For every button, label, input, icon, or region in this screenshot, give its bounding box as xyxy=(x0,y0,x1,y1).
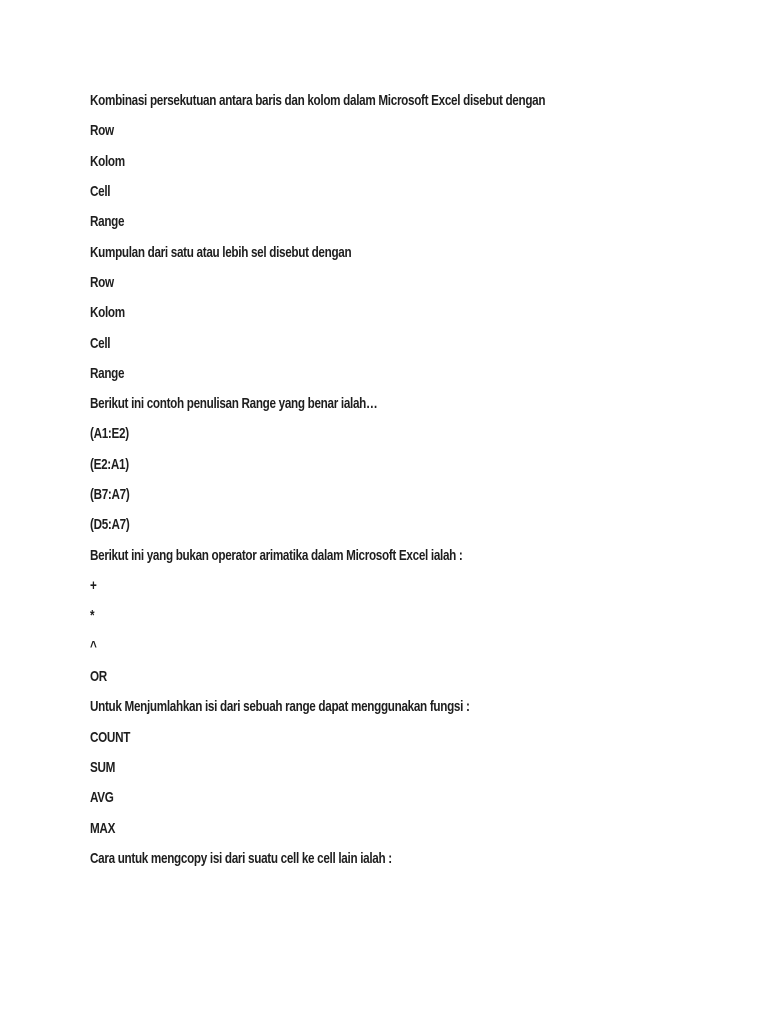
question-3-option-d: (D5:A7) xyxy=(90,516,130,534)
question-5-option-a: COUNT xyxy=(90,728,131,746)
question-3-option-c: (B7:A7) xyxy=(90,486,130,504)
question-2-option-a: Row xyxy=(90,273,114,291)
question-5-option-d: MAX xyxy=(90,819,116,837)
question-5-option-b: SUM xyxy=(90,758,116,776)
question-4-option-c: ^ xyxy=(90,637,97,655)
question-1-option-a: Row xyxy=(90,122,114,140)
question-2-option-c: Cell xyxy=(90,334,111,352)
question-3-option-b: (E2:A1) xyxy=(90,455,129,473)
question-4-option-a: + xyxy=(90,577,97,594)
question-4-option-b: * xyxy=(90,607,95,625)
question-1-option-c: Cell xyxy=(90,182,111,200)
question-1-text: Kombinasi persekutuan antara baris dan kolom dalam Microsoft Excel disebut dengan xyxy=(90,92,546,109)
question-3-text: Berikut ini contoh penulisan Range yang benar ialah… xyxy=(90,395,378,413)
question-2-text: Kumpulan dari satu atau lebih sel disebut dengan xyxy=(90,243,352,261)
question-2-option-d: Range xyxy=(90,364,125,382)
question-6-text: Cara untuk mengcopy isi dari suatu cell ke cell lain ialah : xyxy=(90,849,392,867)
question-4-text: Berikut ini yang bukan operator arimatika dalam Microsoft Excel ialah : xyxy=(90,546,463,564)
question-1-option-d: Range xyxy=(90,213,125,231)
question-1-option-b: Kolom xyxy=(90,152,125,170)
question-5-text: Untuk Menjumlahkan isi dari sebuah range dapat menggunakan fungsi : xyxy=(90,698,470,716)
document-text-block xyxy=(90,86,545,874)
question-5-option-c: AVG xyxy=(90,789,114,807)
question-3-option-a: (A1:E2) xyxy=(90,425,129,443)
question-4-option-d: OR xyxy=(90,667,107,685)
question-2-option-b: Kolom xyxy=(90,304,125,322)
